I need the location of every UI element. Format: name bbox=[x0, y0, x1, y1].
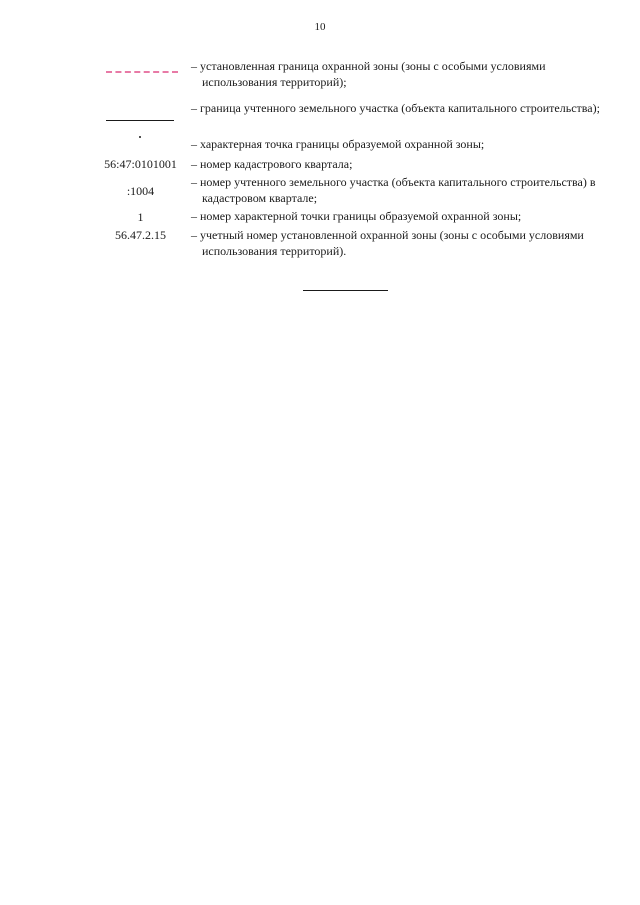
characteristic-point-number: 1 bbox=[137, 210, 144, 224]
legend-row-land-plot-number bbox=[90, 174, 610, 208]
legend-symbol-cell bbox=[90, 227, 191, 243]
legend-symbol-cell bbox=[90, 208, 191, 225]
zone-registration-number: 56.47.2.15 bbox=[115, 228, 166, 242]
legend-description: – характерная точка границы образуемой охранной зоны; bbox=[191, 137, 485, 151]
legend-description: – номер кадастрового квартала; bbox=[191, 157, 353, 171]
legend-description: – граница учтенного земельного участка (объекта капитального строительства); bbox=[191, 101, 600, 115]
legend-description: – учетный номер установленной охранной зоны (зоны с особыми условиями использования территорий). bbox=[191, 228, 584, 258]
legend-description: – номер учтенного земельного участка (объекта капитального строительства) в кадастровом квартале; bbox=[191, 175, 596, 205]
legend-description: – установленная граница охранной зоны (зоны с особыми условиями использования территорий); bbox=[191, 59, 546, 89]
legend-list bbox=[90, 58, 610, 257]
legend-row-protected-zone-boundary bbox=[90, 58, 610, 100]
legend-row-land-plot-boundary bbox=[90, 100, 610, 136]
legend-symbol-cell bbox=[90, 156, 191, 172]
cadastral-quarter-number: 56:47:0101001 bbox=[104, 157, 177, 171]
dashed-boundary-line-icon bbox=[106, 71, 178, 73]
legend-symbol-cell bbox=[90, 174, 191, 199]
legend-row-zone-registration-number bbox=[90, 227, 610, 257]
legend-description: – номер характерной точки границы образуемой охранной зоны; bbox=[191, 209, 522, 223]
closing-divider bbox=[303, 290, 388, 291]
legend-row-point-number bbox=[90, 208, 610, 227]
point-dot-icon bbox=[139, 136, 141, 138]
solid-boundary-line-icon bbox=[106, 120, 174, 121]
legend-row-characteristic-point bbox=[90, 136, 610, 156]
legend-row-cadastral-quarter bbox=[90, 156, 610, 174]
land-plot-number: :1004 bbox=[126, 184, 155, 198]
page-number: 10 bbox=[314, 21, 326, 33]
